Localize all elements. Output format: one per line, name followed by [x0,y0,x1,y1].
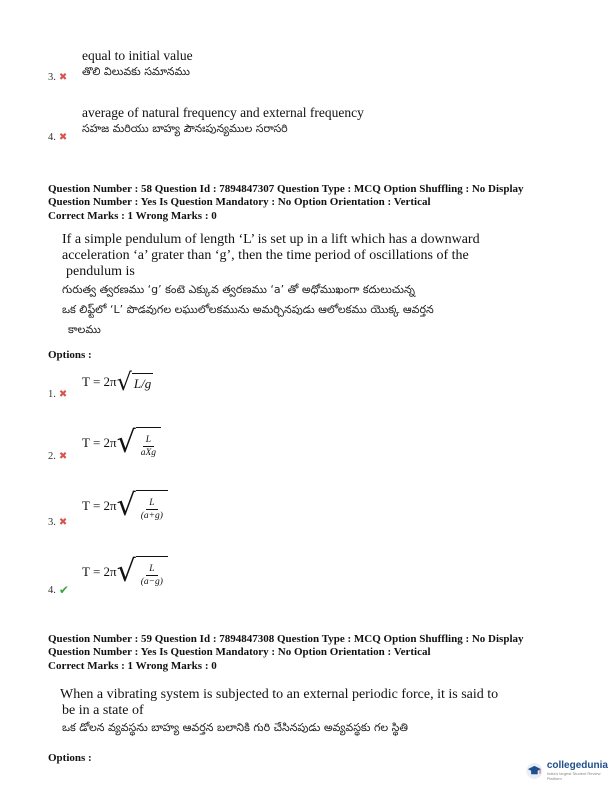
prev-option3-english: equal to initial value [82,48,193,63]
prev-option4-english: average of natural frequency and external frequency [82,105,364,120]
formula-prefix: T = 2π [82,374,117,389]
sqrt-symbol: √ [116,553,136,589]
q59-meta-line1: Question Number : 59 Question Id : 7894847308 Question Type : MCQ Option Shuffling : No Display [48,633,524,645]
q58-option1-number [48,389,67,400]
q59-text-te-1: ఒక డోలన వ్యవస్థను బాహ్య ఆవర్తన బలానికి గురి చేసినపుడు అవ్యవస్థకు గల స్థితి [62,721,408,734]
formula-radicand [136,490,168,521]
formula-prefix: T = 2π [82,434,117,450]
formula-prefix: T = 2π [82,563,117,579]
fraction-numerator: L [146,498,157,510]
q59-options-label: Options : [48,752,92,764]
option-number: 2. [48,451,56,462]
q59-meta-line2: Question Number : Yes Is Question Mandatory : No Option Orientation : Vertical [48,646,431,658]
fraction-denominator: aXg [140,448,157,458]
q58-text-te-1: గురుత్వ త్వరణము ‘g’ కంటె ఎక్కువ త్వరణము ‘a’ తో అధోముఖంగా కదులుచున్న [62,283,415,296]
fraction-numerator: L [146,564,157,576]
formula-radicand: L/g [132,373,153,392]
fraction-denominator: (a+g) [140,511,163,521]
prev-option4-telugu: సహజ మరియు బాహ్య పౌనఃపున్యముల సరాసరి [82,122,288,135]
prev-option4-number [48,132,67,143]
formula-fraction [138,498,166,521]
option-number: 1. [48,389,56,400]
q58-text-en-1: If a simple pendulum of length ‘L’ is set up in a lift which has a downward [62,232,480,247]
sqrt-symbol: √ [116,368,132,396]
q58-options-label: Options : [48,349,92,361]
graduation-cap-icon [526,762,543,780]
q58-text-en-3: pendulum is [66,264,135,279]
formula-fraction [138,435,159,458]
collegedunia-logo [526,760,612,781]
formula-radicand [136,556,168,587]
logo-wordmark: collegedunia [546,760,608,771]
wrong-mark-icon: ✖ [58,451,68,462]
wrong-mark-icon: ✖ [58,132,68,143]
wrong-mark-icon: ✖ [58,517,68,528]
q58-text-en-2: acceleration ‘a’ grater than ‘g’, then the time period of oscillations of the [62,248,469,263]
q58-marks: Correct Marks : 1 Wrong Marks : 0 [48,210,217,222]
q59-text-en-2: be in a state of [62,703,144,718]
q58-option3-number [48,517,67,528]
option-number: 4. [48,584,56,596]
q58-meta-line2: Question Number : Yes Is Question Mandatory : No Option Orientation : Vertical [48,196,431,208]
q58-text-te-3: కాలము [68,323,101,336]
q58-text-te-2: ఒక లిఫ్ట్‌లో ‘L’ పొడవుగల లఘులోలకమును అమర్చినపుడు ఆలోలకము యొక్క ఆవర్తన [62,303,434,316]
option-number: 3. [48,517,56,528]
formula-fraction [138,564,166,587]
sqrt-symbol: √ [116,487,136,523]
formula-radicand [136,427,161,458]
q59-marks: Correct Marks : 1 Wrong Marks : 0 [48,660,217,672]
prev-option3-number [48,72,67,83]
q58-option2-formula [82,424,161,460]
q58-option1-formula [82,368,153,396]
fraction-numerator: L [143,435,154,447]
q58-option3-formula [82,487,168,523]
formula-prefix: T = 2π [82,497,117,513]
q58-meta-line1: Question Number : 58 Question Id : 7894847307 Question Type : MCQ Option Shuffling : No Display [48,183,524,195]
fraction-denominator: (a−g) [140,577,163,587]
sqrt-symbol: √ [116,424,136,460]
q58-option2-number [48,451,67,462]
correct-mark-icon: ✔ [58,583,69,597]
logo-text-block [547,760,612,781]
wrong-mark-icon: ✖ [58,72,68,83]
q58-option4-formula [82,553,168,589]
option-number: 4. [48,132,56,143]
logo-tagline: India's largest Student Review Platform [546,771,601,781]
q59-text-en-1: When a vibrating system is subjected to an external periodic force, it is said to [60,687,499,702]
option-number: 3. [48,72,56,83]
prev-option3-telugu: తొలి విలువకు సమానము [82,65,190,78]
q58-option4-number [48,583,69,597]
wrong-mark-icon: ✖ [58,389,68,400]
